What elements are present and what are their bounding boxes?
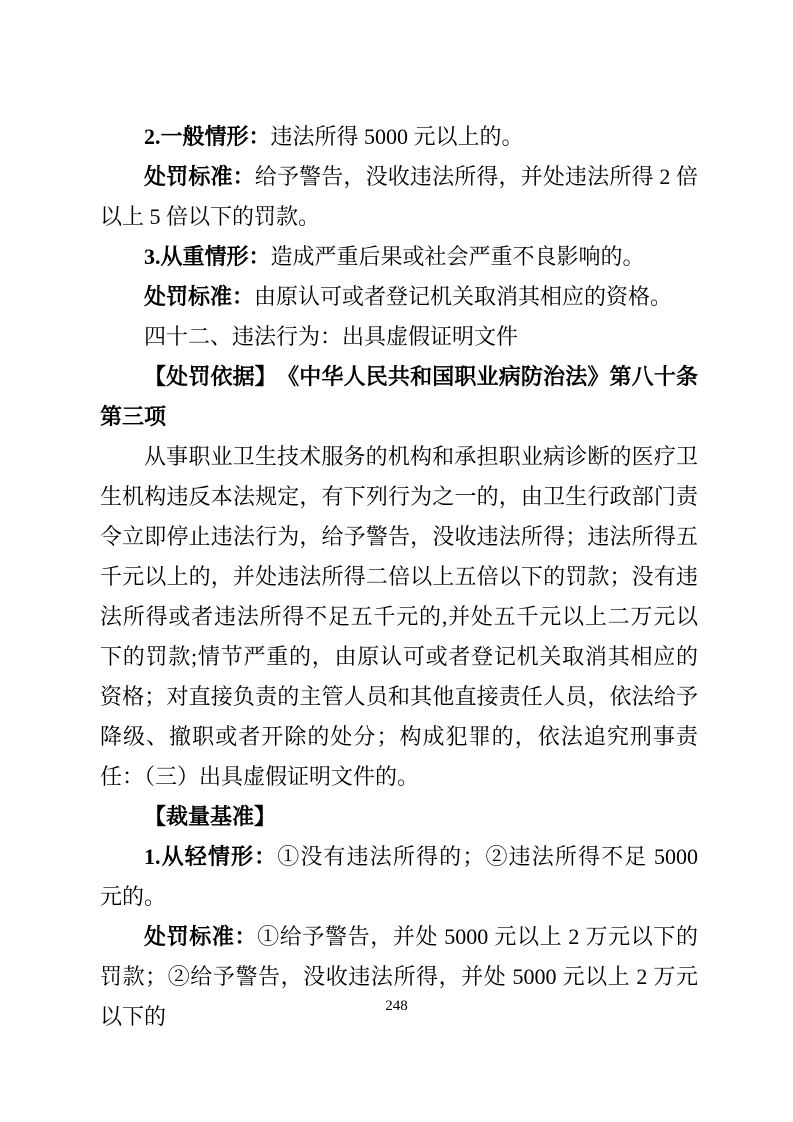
text-segment: ①没有违法所得的；②违法所得不足 5000 元的。 <box>100 844 698 909</box>
text-segment: 四十二、违法行为：出具虚假证明文件 <box>144 324 519 349</box>
label-segment: 【处罚依据】 《中华人民共和国职业病防治法》第八十条第三项 <box>100 364 698 429</box>
label-segment: 处罚标准： <box>144 164 255 189</box>
text-segment: 给予警告，没收违法所得，并处违法所得 2 倍以上 5 倍以下的罚款。 <box>100 164 698 229</box>
label-segment: 3.从重情形： <box>144 244 271 269</box>
text-segment: 违法所得 5000 元以上的。 <box>270 124 524 149</box>
paragraph <box>100 237 698 277</box>
text-segment: 造成严重后果或社会严重不良影响的。 <box>270 244 645 269</box>
document-body <box>100 117 698 1037</box>
paragraph <box>100 117 698 157</box>
paragraph <box>100 797 698 837</box>
label-segment: 1.从轻情形： <box>144 844 278 869</box>
paragraph <box>100 357 698 437</box>
paragraph <box>100 157 698 237</box>
paragraph <box>100 437 698 797</box>
text-segment: 从事职业卫生技术服务的机构和承担职业病诊断的医疗卫生机构违反本法规定，有下列行为之一的，由卫生行政部门责令立即停止违法行为，给予警告，没收违法所得；违法所得五千元以上的，并处违法所得二倍以上五倍以下的罚款；没有违法所得或者违法所得不足五千元的,并处五千元以上二万元以下的罚款;情节严重的，由原认可或者登记机关取消其相应的资格；对直接负责的主管人员和其他直接责任人员，依法给予降级、撤职或者开除的处分；构成犯罪的，依法追究刑事责任：（三）出具虚假证明文件的。 <box>100 444 698 789</box>
paragraph <box>100 837 698 917</box>
text-segment: ①给予警告，并处 5000 元以上 2 万元以下的罚款；②给予警告，没收违法所得，并处 5000 元以上 2 万元以下的 <box>100 924 698 1029</box>
label-segment: 【裁量基准】 <box>144 804 277 829</box>
text-segment: 由原认可或者登记机关取消其相应的资格。 <box>254 284 673 309</box>
label-segment: 处罚标准： <box>144 284 255 309</box>
paragraph <box>100 917 698 1037</box>
label-segment: 处罚标准： <box>144 924 258 949</box>
page-number: 248 <box>385 998 408 1014</box>
paragraph <box>100 277 698 317</box>
paragraph <box>100 317 698 357</box>
label-segment: 2.一般情形： <box>144 124 271 149</box>
